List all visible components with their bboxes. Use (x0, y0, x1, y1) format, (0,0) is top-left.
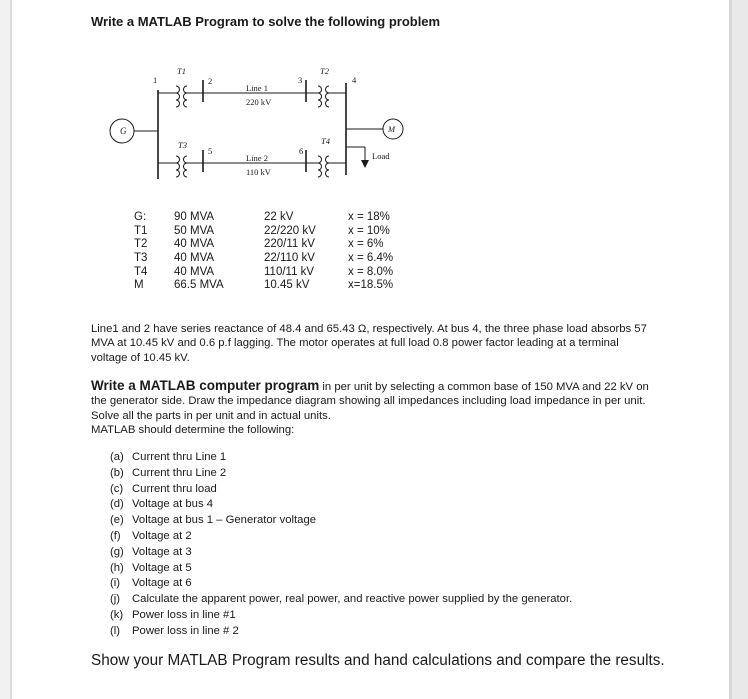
list-item-text: Voltage at 6 (132, 577, 192, 590)
list-item (110, 576, 572, 592)
list-item-key: (j) (110, 593, 121, 606)
t1-label: T1 (177, 66, 186, 76)
list-item (110, 561, 572, 577)
device-kv: 22 kV (264, 211, 294, 223)
ratings-kv-column (264, 211, 316, 293)
program-instructions (91, 379, 656, 437)
page-heading: Write a MATLAB Program to solve the following problem (91, 14, 441, 29)
list-item-key: (i) (110, 577, 121, 590)
transformer-t2-secondary (326, 86, 330, 107)
list-item-text: Calculate the apparent power, real power, and reactive power supplied by the generator. (132, 593, 573, 606)
load-label: Load (372, 151, 390, 161)
device-reactance: x = 6% (348, 238, 384, 251)
device-reactance: x = 6.4% (348, 252, 394, 265)
transformer-t3-secondary (184, 156, 188, 177)
list-item-text: Voltage at bus 4 (132, 498, 214, 511)
list-item-text: Voltage at 5 (132, 561, 192, 574)
transformer-t4-secondary (326, 156, 330, 177)
list-item-key: (k) (110, 608, 124, 621)
bus-3-label: 3 (298, 75, 303, 85)
list-item (110, 450, 572, 466)
list-item-text: Voltage at 2 (132, 529, 192, 542)
load-arrow (361, 160, 369, 168)
transformer-t3-primary (176, 156, 180, 177)
list-item-key: (l) (110, 624, 121, 637)
list-item-key: (g) (110, 545, 124, 558)
line-2-voltage: 110 kV (246, 167, 271, 177)
device-name: T2 (134, 238, 148, 251)
list-item (110, 466, 572, 482)
instructions-subtext: MATLAB should determine the following: (91, 423, 295, 436)
one-line-diagram (100, 50, 440, 190)
motor-label: M (388, 124, 396, 134)
list-item-text: Voltage at 3 (132, 545, 192, 558)
list-item (110, 497, 572, 513)
line-1-voltage: 220 kV (246, 97, 272, 107)
device-name: T4 (134, 265, 148, 278)
device-name: G: (134, 211, 147, 223)
list-item (110, 513, 572, 529)
device-mva: 50 MVA (174, 224, 215, 237)
device-reactance: x=18.5% (348, 279, 394, 292)
bus-5-label: 5 (208, 146, 213, 156)
device-mva: 66.5 MVA (174, 279, 224, 292)
list-item (110, 592, 572, 608)
list-item (110, 529, 572, 545)
ratings-reactance-column (348, 211, 393, 293)
ratings-device-column (134, 211, 147, 293)
bus-2-label: 2 (208, 76, 213, 86)
bus-6-label: 6 (299, 146, 304, 156)
list-item-text: Power loss in line #1 (132, 608, 236, 621)
device-name: T1 (134, 224, 148, 237)
list-item-text: Current thru Line 1 (132, 451, 227, 463)
instructions-body: in per unit by selecting a common base of 150 MVA and 22 kV on the generator side. Draw the impedance diagram showing all impedances including load impedance in per unit. Solve all the parts in per unit and in actual units. (91, 381, 649, 422)
list-item-key: (b) (110, 466, 124, 479)
transformer-t1-primary (176, 86, 180, 107)
list-item-text: Voltage at bus 1 – Generator voltage (132, 514, 317, 527)
device-reactance: x = 8.0% (348, 265, 394, 278)
instructions-lead: Write a MATLAB computer program (91, 378, 320, 393)
t2-label: T2 (320, 66, 329, 76)
device-reactance: x = 10% (348, 224, 390, 237)
task-list (110, 450, 572, 640)
list-item-key: (d) (110, 498, 124, 511)
device-kv: 22/110 kV (264, 252, 315, 265)
device-mva: 40 MVA (174, 265, 215, 278)
device-mva: 40 MVA (174, 252, 215, 265)
list-item (110, 608, 572, 624)
ratings-mva-column (174, 211, 224, 293)
list-item (110, 624, 572, 640)
list-item-key: (e) (110, 514, 124, 527)
line-2-label: Line 2 (246, 153, 268, 163)
list-item (110, 482, 572, 498)
page-edge-left (10, 0, 12, 699)
device-name: M (134, 279, 144, 292)
list-item-text: Current thru load (132, 482, 217, 495)
generator-label: G (120, 126, 127, 136)
page-margin-right (732, 0, 748, 699)
transformer-t2-primary (318, 86, 322, 107)
device-kv: 22/220 kV (264, 224, 316, 237)
device-mva: 90 MVA (174, 211, 215, 223)
list-item-key: (f) (110, 529, 121, 542)
closing-instruction: Show your MATLAB Program results and hand calculations and compare the results. (91, 652, 665, 669)
transformer-t1-secondary (184, 86, 188, 107)
device-kv: 110/11 kV (264, 265, 315, 278)
device-kv: 220/11 kV (264, 238, 315, 251)
t4-label: T4 (321, 136, 330, 146)
device-reactance: x = 18% (348, 211, 390, 223)
device-kv: 10.45 kV (264, 279, 310, 292)
list-item-text: Current thru Line 2 (132, 466, 227, 479)
problem-description: Line1 and 2 have series reactance of 48.4 and 65.43 Ω, respectively. At bus 4, the three phase load absorbs 57 MVA at 10.45 kV and 0.6 p.f lagging. The motor operates at full load 0.8 power factor leading at a terminal voltage of 10.45 kV. (91, 323, 647, 364)
bus-1-label: 1 (153, 75, 158, 85)
list-item-key: (c) (110, 482, 124, 495)
list-item-key: (a) (110, 451, 124, 463)
line-1-label: Line 1 (246, 83, 268, 93)
list-item-key: (h) (110, 561, 124, 574)
list-item (110, 545, 572, 561)
bus-4-label: 4 (352, 75, 357, 85)
t3-label: T3 (178, 140, 187, 150)
transformer-t4-primary (318, 156, 322, 177)
device-name: T3 (134, 252, 148, 265)
device-mva: 40 MVA (174, 238, 215, 251)
list-item-text: Power loss in line # 2 (132, 624, 239, 637)
page-margin-left (0, 0, 10, 699)
